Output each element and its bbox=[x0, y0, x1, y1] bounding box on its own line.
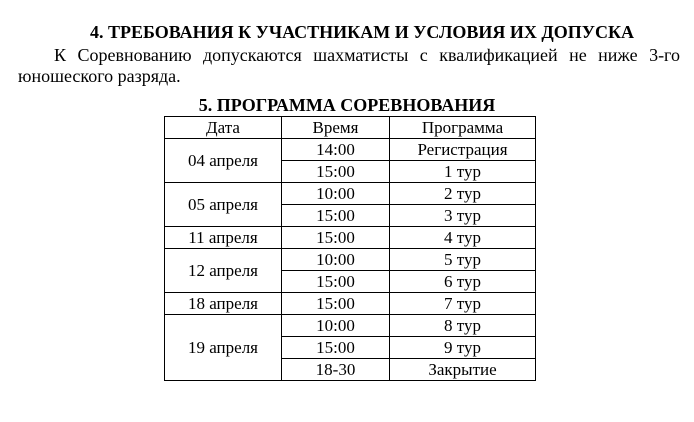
section-4-heading bbox=[0, 21, 694, 43]
program-cell: 4 тур bbox=[390, 227, 536, 249]
date-cell: 04 апреля bbox=[165, 139, 282, 183]
time-cell: 15:00 bbox=[282, 293, 390, 315]
schedule-table-head bbox=[165, 117, 536, 139]
table-row bbox=[165, 315, 536, 337]
program-cell: 7 тур bbox=[390, 293, 536, 315]
date-cell: 19 апреля bbox=[165, 315, 282, 381]
table-row bbox=[165, 249, 536, 271]
program-cell: Регистрация bbox=[390, 139, 536, 161]
time-cell: 10:00 bbox=[282, 183, 390, 205]
table-row bbox=[165, 139, 536, 161]
date-cell: 05 апреля bbox=[165, 183, 282, 227]
section-4-title: ТРЕБОВАНИЯ К УЧАСТНИКАМ И УСЛОВИЯ ИХ ДОПУСКА bbox=[107, 22, 635, 42]
time-cell: 15:00 bbox=[282, 205, 390, 227]
schedule-table bbox=[164, 116, 536, 381]
time-cell: 15:00 bbox=[282, 161, 390, 183]
time-cell: 10:00 bbox=[282, 315, 390, 337]
admission-paragraph: К Соревнованию допускаются шахматисты с квалификацией не ниже 3-го юношеского разряда. bbox=[18, 45, 680, 86]
header-time: Время bbox=[282, 117, 390, 139]
header-program: Программа bbox=[390, 117, 536, 139]
section-4-number: 4. bbox=[89, 22, 104, 42]
table-row bbox=[165, 227, 536, 249]
date-cell: 12 апреля bbox=[165, 249, 282, 293]
header-row bbox=[165, 117, 536, 139]
date-cell: 18 апреля bbox=[165, 293, 282, 315]
table-row bbox=[165, 183, 536, 205]
program-cell: 3 тур bbox=[390, 205, 536, 227]
schedule-table-body bbox=[165, 139, 536, 381]
section-5-heading bbox=[0, 95, 694, 115]
section-5-title: ПРОГРАММА СОРЕВНОВАНИЯ bbox=[216, 95, 496, 115]
time-cell: 18-30 bbox=[282, 359, 390, 381]
program-cell: 2 тур bbox=[390, 183, 536, 205]
table-row bbox=[165, 293, 536, 315]
time-cell: 10:00 bbox=[282, 249, 390, 271]
program-cell: 8 тур bbox=[390, 315, 536, 337]
program-cell: 1 тур bbox=[390, 161, 536, 183]
program-cell: 6 тур bbox=[390, 271, 536, 293]
time-cell: 15:00 bbox=[282, 337, 390, 359]
header-date: Дата bbox=[165, 117, 282, 139]
program-cell: Закрытие bbox=[390, 359, 536, 381]
section-5-number: 5. bbox=[198, 95, 213, 115]
program-cell: 5 тур bbox=[390, 249, 536, 271]
time-cell: 15:00 bbox=[282, 227, 390, 249]
time-cell: 14:00 bbox=[282, 139, 390, 161]
time-cell: 15:00 bbox=[282, 271, 390, 293]
date-cell: 11 апреля bbox=[165, 227, 282, 249]
program-cell: 9 тур bbox=[390, 337, 536, 359]
